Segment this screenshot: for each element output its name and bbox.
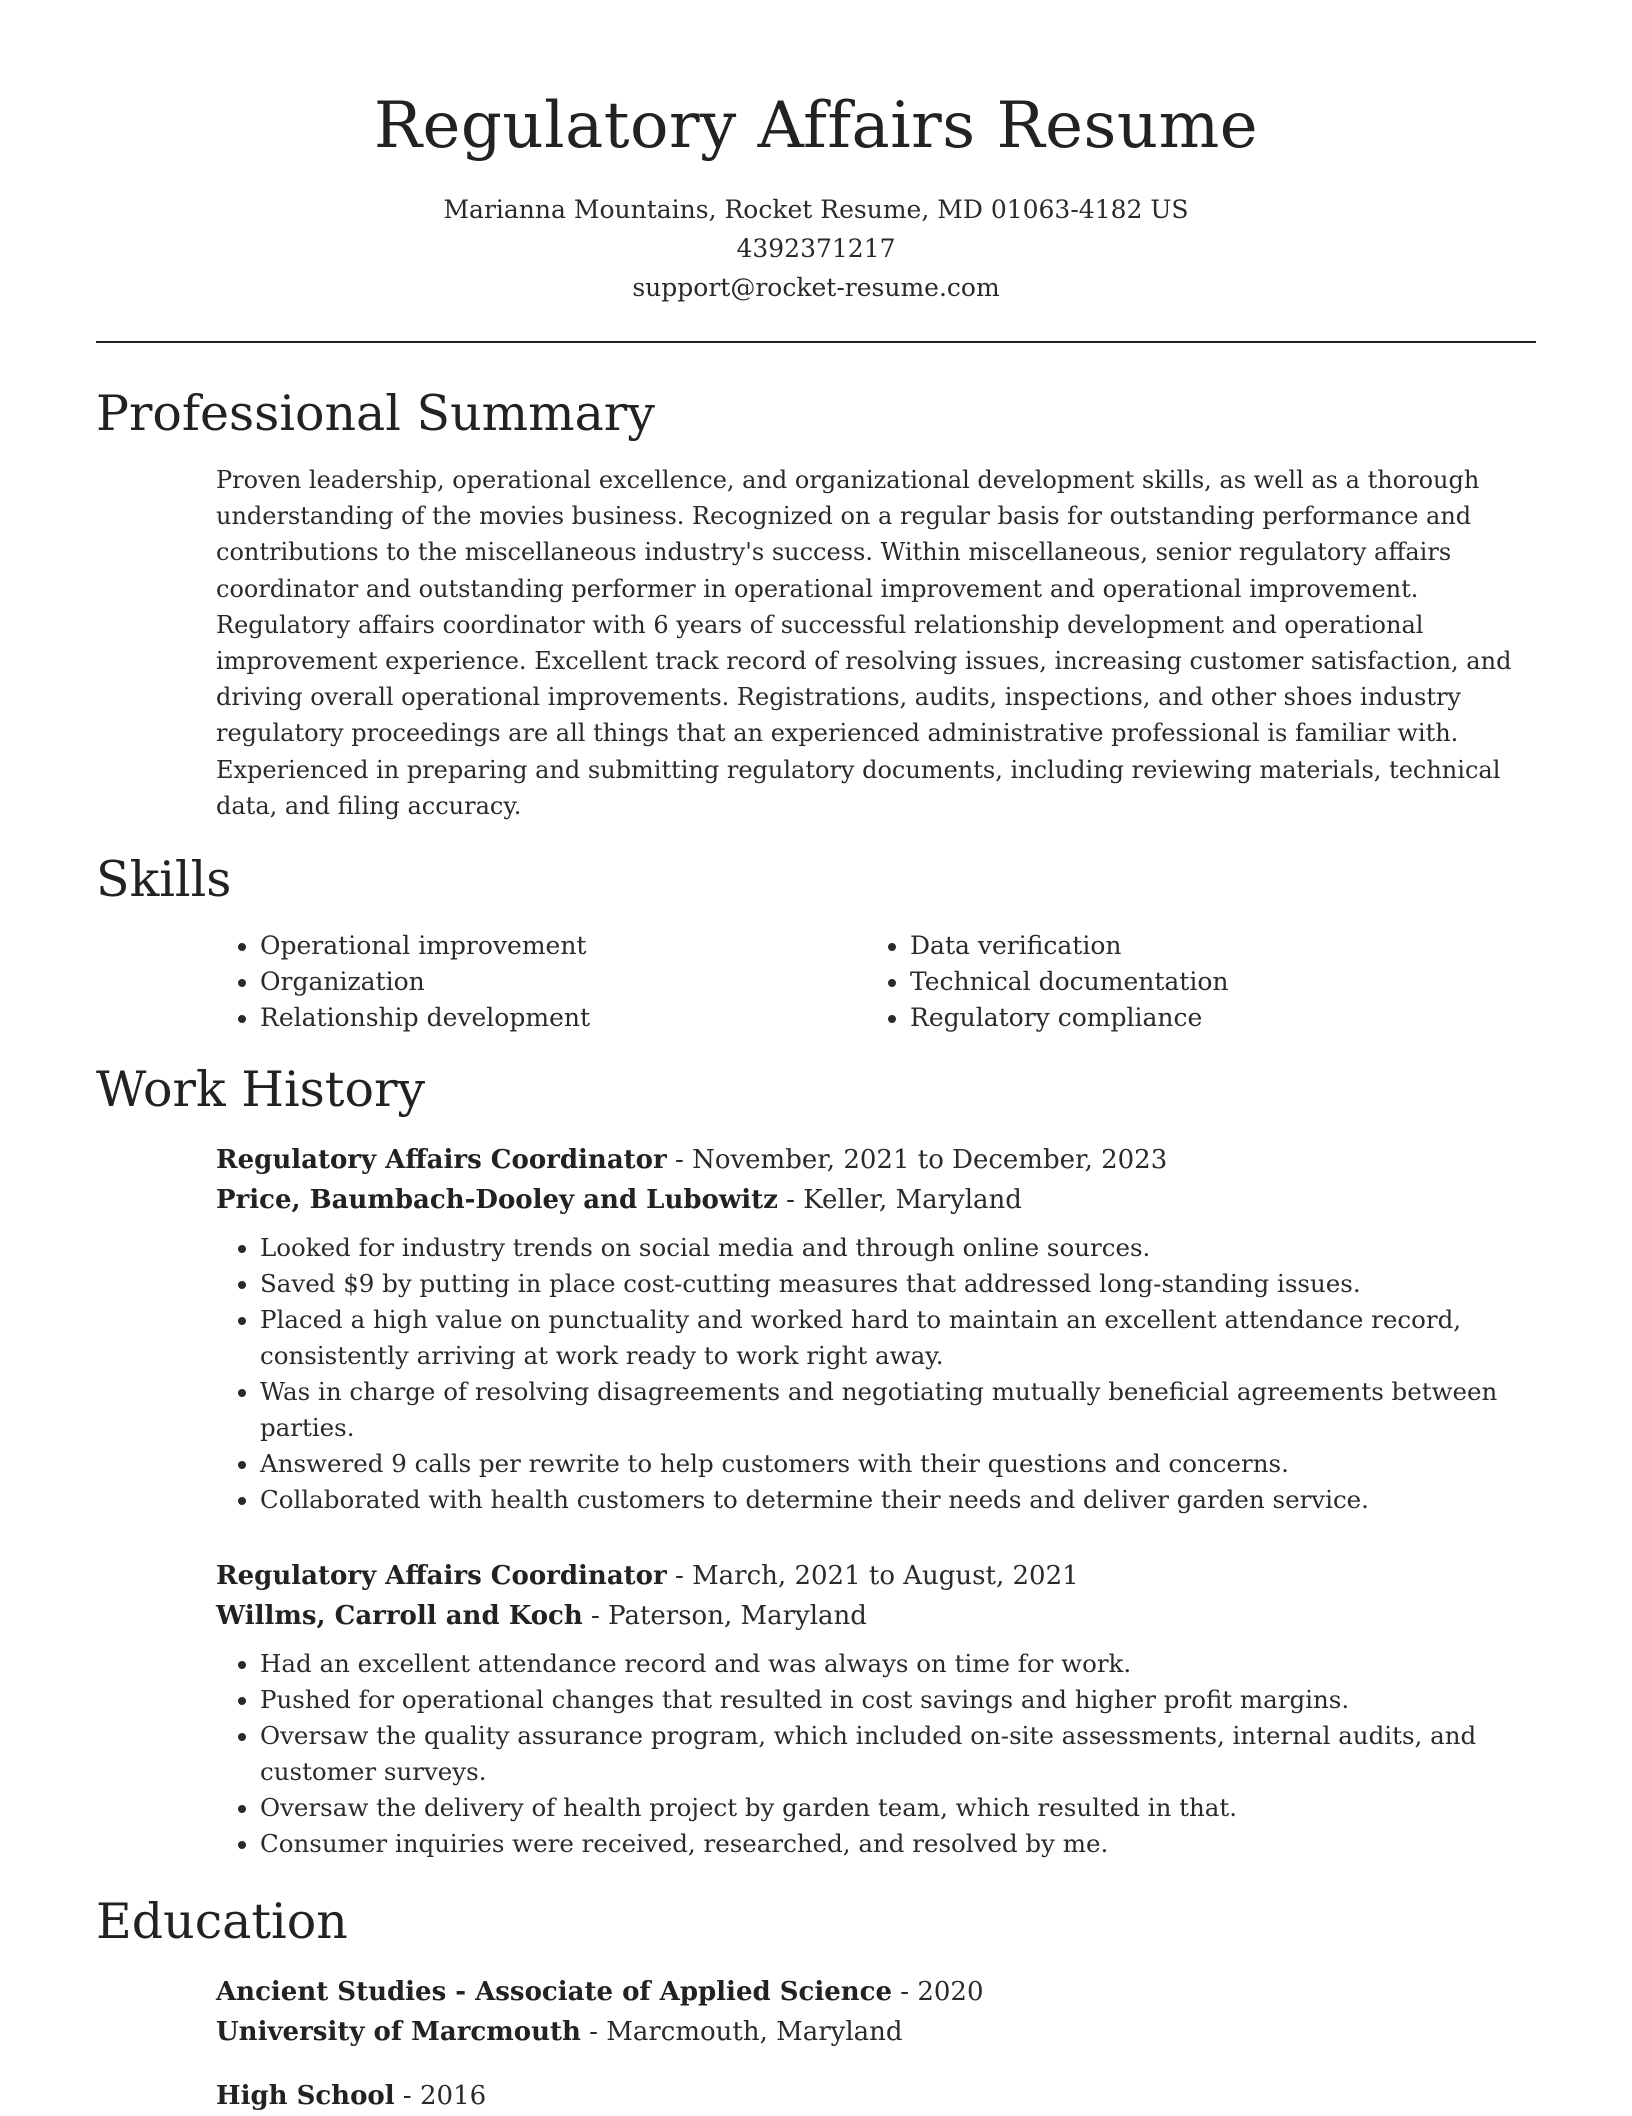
job-bullet: • Saved $9 by putting in place cost-cutting measures that addressed long-standing issues. (260, 1266, 1538, 1302)
resume-header (0, 0, 1632, 307)
contact-address: Marianna Mountains, Rocket Resume, MD 01063-4182 US (443, 195, 1189, 224)
section-title-skills: Skills (96, 851, 232, 908)
page-title: Regulatory Affairs Resume (373, 89, 1259, 163)
job-bullets (216, 1230, 1538, 1518)
job-company: Willms, Carroll and Koch (216, 1601, 583, 1631)
job-bullet: • Placed a high value on punctuality and worked hard to maintain an excellent attendance record, consistently arriving at work ready to work right away. (260, 1302, 1538, 1374)
job-entry (216, 1140, 1538, 1518)
job-bullet: • Oversaw the delivery of health project by garden team, which resulted in that. (260, 1790, 1538, 1826)
job-entry (216, 1556, 1538, 1862)
job-bullets (216, 1646, 1538, 1862)
education-entry (216, 2076, 1538, 2116)
section-title-work-history: Work History (96, 1061, 426, 1118)
education-degree: Associate of Applied Science (475, 1977, 893, 2007)
job-bullet: • Was in charge of resolving disagreements and negotiating mutually beneficial agreements between parties. (260, 1374, 1538, 1446)
education-field: Ancient Studies (216, 1977, 447, 2007)
skill-item: • Relationship development (260, 1000, 866, 1036)
education-entry (216, 1972, 1538, 2052)
job-location: Paterson, Maryland (608, 1601, 867, 1631)
job-dates: November, 2021 to December, 2023 (692, 1145, 1168, 1175)
job-bullet: • Answered 9 calls per rewrite to help customers with their questions and concerns. (260, 1446, 1538, 1482)
job-bullet: • Pushed for operational changes that resulted in cost savings and higher profit margins. (260, 1682, 1538, 1718)
job-bullet: • Had an excellent attendance record and was always on time for work. (260, 1646, 1538, 1682)
skills-column-right (866, 928, 1516, 1036)
skill-item: • Regulatory compliance (910, 1000, 1516, 1036)
contact-phone: 4392371217 (736, 234, 896, 263)
header-divider (96, 341, 1536, 343)
job-location: Keller, Maryland (803, 1185, 1022, 1215)
education-degree-line: Ancient Studies - Associate of Applied Science - 2020 (216, 1977, 984, 2007)
job-bullet: • Collaborated with health customers to determine their needs and deliver garden service. (260, 1482, 1538, 1518)
job-bullet: • Looked for industry trends on social media and through online sources. (260, 1230, 1538, 1266)
job-title-line: Regulatory Affairs Coordinator - November, 2021 to December, 2023 (216, 1145, 1168, 1175)
skills-list (216, 928, 1538, 1036)
education-school-line: University of Marcmouth - Marcmouth, Maryland (216, 2017, 903, 2047)
job-dates: March, 2021 to August, 2021 (692, 1561, 1079, 1591)
section-title-summary: Professional Summary (96, 385, 655, 442)
education-year: 2020 (917, 1977, 984, 2007)
skill-item: • Operational improvement (260, 928, 866, 964)
job-company-line: Willms, Carroll and Koch - Paterson, Maryland (216, 1601, 867, 1631)
contact-block (0, 190, 1632, 307)
education-degree-line: High School - 2016 (216, 2081, 487, 2111)
contact-email: support@rocket-resume.com (632, 273, 1000, 302)
job-company: Price, Baumbach-Dooley and Lubowitz (216, 1185, 778, 1215)
education-field: High School (216, 2081, 395, 2111)
skill-item: • Technical documentation (910, 964, 1516, 1000)
section-title-education: Education (96, 1893, 348, 1950)
education-school: University of Marcmouth (216, 2017, 581, 2047)
job-role: Regulatory Affairs Coordinator (216, 1561, 667, 1591)
education-location: Marcmouth, Maryland (606, 2017, 903, 2047)
job-role: Regulatory Affairs Coordinator (216, 1145, 667, 1175)
job-company-line: Price, Baumbach-Dooley and Lubowitz - Keller, Maryland (216, 1185, 1022, 1215)
skill-item: • Data verification (910, 928, 1516, 964)
job-bullet: • Oversaw the quality assurance program, which included on-site assessments, internal audits, and customer surveys. (260, 1718, 1538, 1790)
summary-text: Proven leadership, operational excellence, and organizational development skills, as well as a thorough understanding of the movies business. Recognized on a regular basis for outstanding performance and contributions to the miscellaneous industry's success. Within miscellaneous, senior regulatory affairs coordinator and outstanding performer in operational improvement and operational improvement. Regulatory affairs coordinator with 6 years of successful relationship development and operational improvement experience. Excellent track record of resolving issues, increasing customer satisfaction, and driving overall operational improvements. Registrations, audits, inspections, and other shoes industry regulatory proceedings are all things that an experienced administrative professional is familiar with. Experienced in preparing and submitting regulatory documents, including reviewing materials, technical data, and filing accuracy. (216, 466, 1512, 820)
skills-column-left (216, 928, 866, 1036)
skill-item: • Organization (260, 964, 866, 1000)
education-year: 2016 (419, 2081, 487, 2111)
job-bullet: • Consumer inquiries were received, researched, and resolved by me. (260, 1826, 1538, 1862)
job-title-line: Regulatory Affairs Coordinator - March, 2021 to August, 2021 (216, 1561, 1079, 1591)
